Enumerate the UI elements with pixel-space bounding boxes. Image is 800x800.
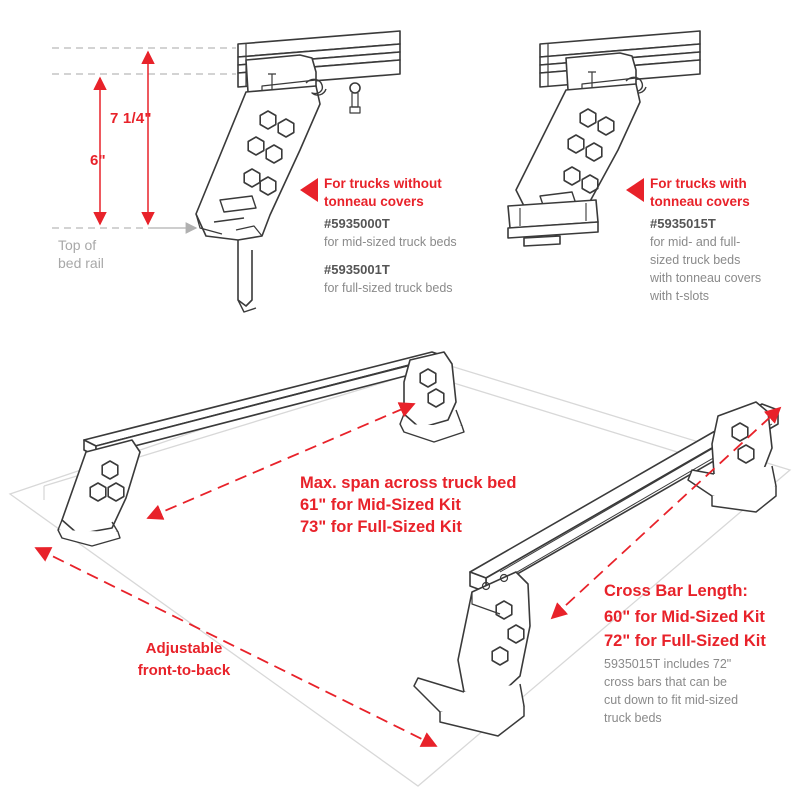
- right-callout-sku-0: #5935015T: [650, 216, 716, 231]
- right-callout-desc-line-2: with tonneau covers: [650, 271, 762, 285]
- left-callout-sku-1: #5935001T: [324, 262, 390, 277]
- crossbar-callout-line1: Cross Bar Length:: [604, 582, 748, 600]
- right-callout-heading-line2: tonneau covers: [650, 194, 750, 209]
- span-callout-line1: Max. span across truck bed: [300, 474, 517, 492]
- adjustable-callout-line1: Adjustable: [145, 640, 223, 657]
- crossbar-note-line-2: cut down to fit mid-sized: [604, 693, 739, 707]
- right-callout-desc-line-0: for mid- and full-: [650, 235, 741, 249]
- left-callout-desc-0: for mid-sized truck beds: [324, 235, 457, 249]
- callout-arrow-left: [300, 178, 318, 202]
- span-callout-line3: 73" for Full-Sized Kit: [300, 518, 462, 536]
- right-tower-assembly: [508, 31, 700, 246]
- bed-rail-label-line2: bed rail: [58, 255, 104, 271]
- bed-rail-label-line1: Top of: [58, 237, 97, 253]
- crossbar-note-line-0: 5935015T includes 72": [604, 657, 732, 671]
- crossbar-callout-line3: 72" for Full-Sized Kit: [604, 632, 766, 650]
- callout-arrow-right: [626, 178, 644, 202]
- left-callout-sku-0: #5935000T: [324, 216, 390, 231]
- span-callout-line2: 61" for Mid-Sized Kit: [300, 496, 461, 514]
- crossbar-callout-line2: 60" for Mid-Sized Kit: [604, 608, 765, 626]
- right-callout-desc-line-3: with t-slots: [650, 289, 710, 303]
- dimension-upper-label: 7 1/4": [110, 110, 152, 127]
- right-callout-heading-line1: For trucks with: [650, 176, 747, 191]
- adjustable-callout-line2: front-to-back: [137, 662, 231, 679]
- left-callout-desc-1: for full-sized truck beds: [324, 281, 453, 295]
- left-callout-heading-line1: For trucks without: [324, 176, 442, 191]
- crossbar-note-line-1: cross bars that can be: [604, 675, 727, 689]
- right-callout-desc-line-1: sized truck beds: [650, 253, 741, 267]
- truck-bed-outline: [10, 356, 790, 786]
- dimension-lower-label: 6": [90, 152, 106, 169]
- crossbar-note-line-3: truck beds: [604, 711, 662, 725]
- left-callout-heading-line2: tonneau covers: [324, 194, 424, 209]
